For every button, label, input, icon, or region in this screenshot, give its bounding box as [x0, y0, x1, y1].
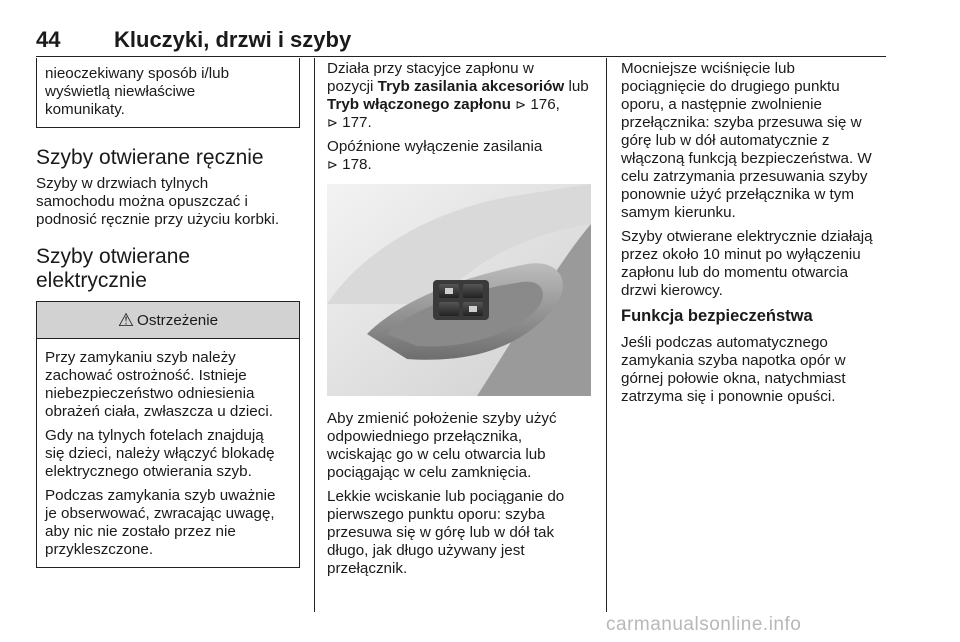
- watermark: carmanualsonline.info: [606, 614, 802, 635]
- text-line: komunikaty.: [45, 101, 125, 118]
- column-divider: [314, 58, 315, 612]
- paragraph-light-press: Lekkie wciskanie lub pociąganie do pierwszego punktu oporu: szyba przesuwa się w górę lub w dół tak długo, jak długo używany jest przełącznik.: [327, 488, 565, 577]
- reference-arrow-icon: ⊳: [327, 157, 338, 172]
- header-rule: [36, 56, 886, 57]
- heading-electric-windows: Szyby otwierane elektrycznie: [36, 245, 191, 292]
- heading-manual-windows: Szyby otwierane ręcznie: [36, 146, 264, 169]
- column-divider: [606, 58, 607, 612]
- paragraph-firm-press: Mocniejsze wciśnięcie lub pociągnięcie do drugiego punktu oporu, a następnie zwolnienie przełącznika: szyba przesuwa się w górę lub w dół automatycznie z włączoną funkcją bezpieczeństwa. W celu zatrzymania przesuwania szyby ponownie użyć przełącznika w tym samym kierunku.: [621, 60, 872, 221]
- warning-paragraph: Podczas zamykania szyb uważnie je obserwować, zwracając uwagę, aby nic nie zostało przez nie przykleszczone.: [45, 487, 276, 558]
- page-number: 44: [36, 27, 61, 52]
- warning-box: [36, 301, 300, 568]
- warning-header: [37, 302, 299, 339]
- heading-safety-function: Funkcja bezpieczeństwa: [621, 307, 813, 325]
- paragraph-switch-usage: Aby zmienić położenie szyby użyć odpowiedniego przełącznika, wciskając go w celu otwarcia lub pociągając w celu zamknięcia.: [327, 410, 557, 481]
- page-reference[interactable]: 177.: [342, 114, 372, 131]
- warning-paragraph: Przy zamykaniu szyb należy zachować ostrożność. Istnieje niebezpieczeństwo odniesienia obrażeń ciała, zwłaszcza u dzieci.: [45, 349, 273, 420]
- text-line: nieoczekiwany sposób i/lub: [45, 65, 230, 82]
- paragraph-manual-windows: Szyby w drzwiach tylnych samochodu można opuszczać i podnosić ręcznie przy użyciu korbki.: [36, 175, 280, 228]
- page-title: Kluczyki, drzwi i szyby: [114, 27, 352, 52]
- warning-paragraph: Gdy na tylnych fotelach znajdują się dzieci, należy włączyć blokadę elektrycznego otwierania szyb.: [45, 427, 275, 480]
- warning-title: Ostrzeżenie: [137, 312, 219, 329]
- page-reference[interactable]: 178.: [342, 156, 372, 173]
- column-middle: [327, 60, 595, 584]
- column-left: [36, 60, 300, 568]
- bold-term: Tryb zasilania akcesoriów: [377, 78, 565, 95]
- bold-term: Tryb włączonego zapłonu: [327, 96, 511, 113]
- page-reference[interactable]: 176,: [530, 96, 560, 113]
- column-right: [621, 60, 896, 412]
- continued-warning-box: [36, 58, 300, 128]
- paragraph-safety-function: Jeśli podczas automatycznego zamykania szyba napotka opór w górnej połowie okna, natychmiast zatrzyma się i ponownie opuści.: [621, 334, 846, 405]
- window-switch-photo: [327, 184, 591, 396]
- reference-arrow-icon: ⊳: [515, 97, 527, 112]
- text-line: wyświetlą niewłaściwe: [45, 83, 196, 100]
- paragraph-operation: Działa przy stacyjce zapłonu w pozycji Tryb zasilania akcesoriów lub Tryb włączonego zapłonu ⊳ 176, ⊳ 177.: [327, 60, 589, 131]
- warning-triangle-icon: ⚠: [117, 310, 135, 330]
- warning-body: [37, 339, 299, 567]
- paragraph-delayed-power: Opóźnione wyłączenie zasilania ⊳ 178.: [327, 138, 543, 173]
- reference-arrow-icon: ⊳: [327, 115, 338, 130]
- paragraph-power-duration: Szyby otwierane elektrycznie działają przez około 10 minut po wyłączeniu zapłonu lub do momentu otwarcia drzwi kierowcy.: [621, 228, 873, 299]
